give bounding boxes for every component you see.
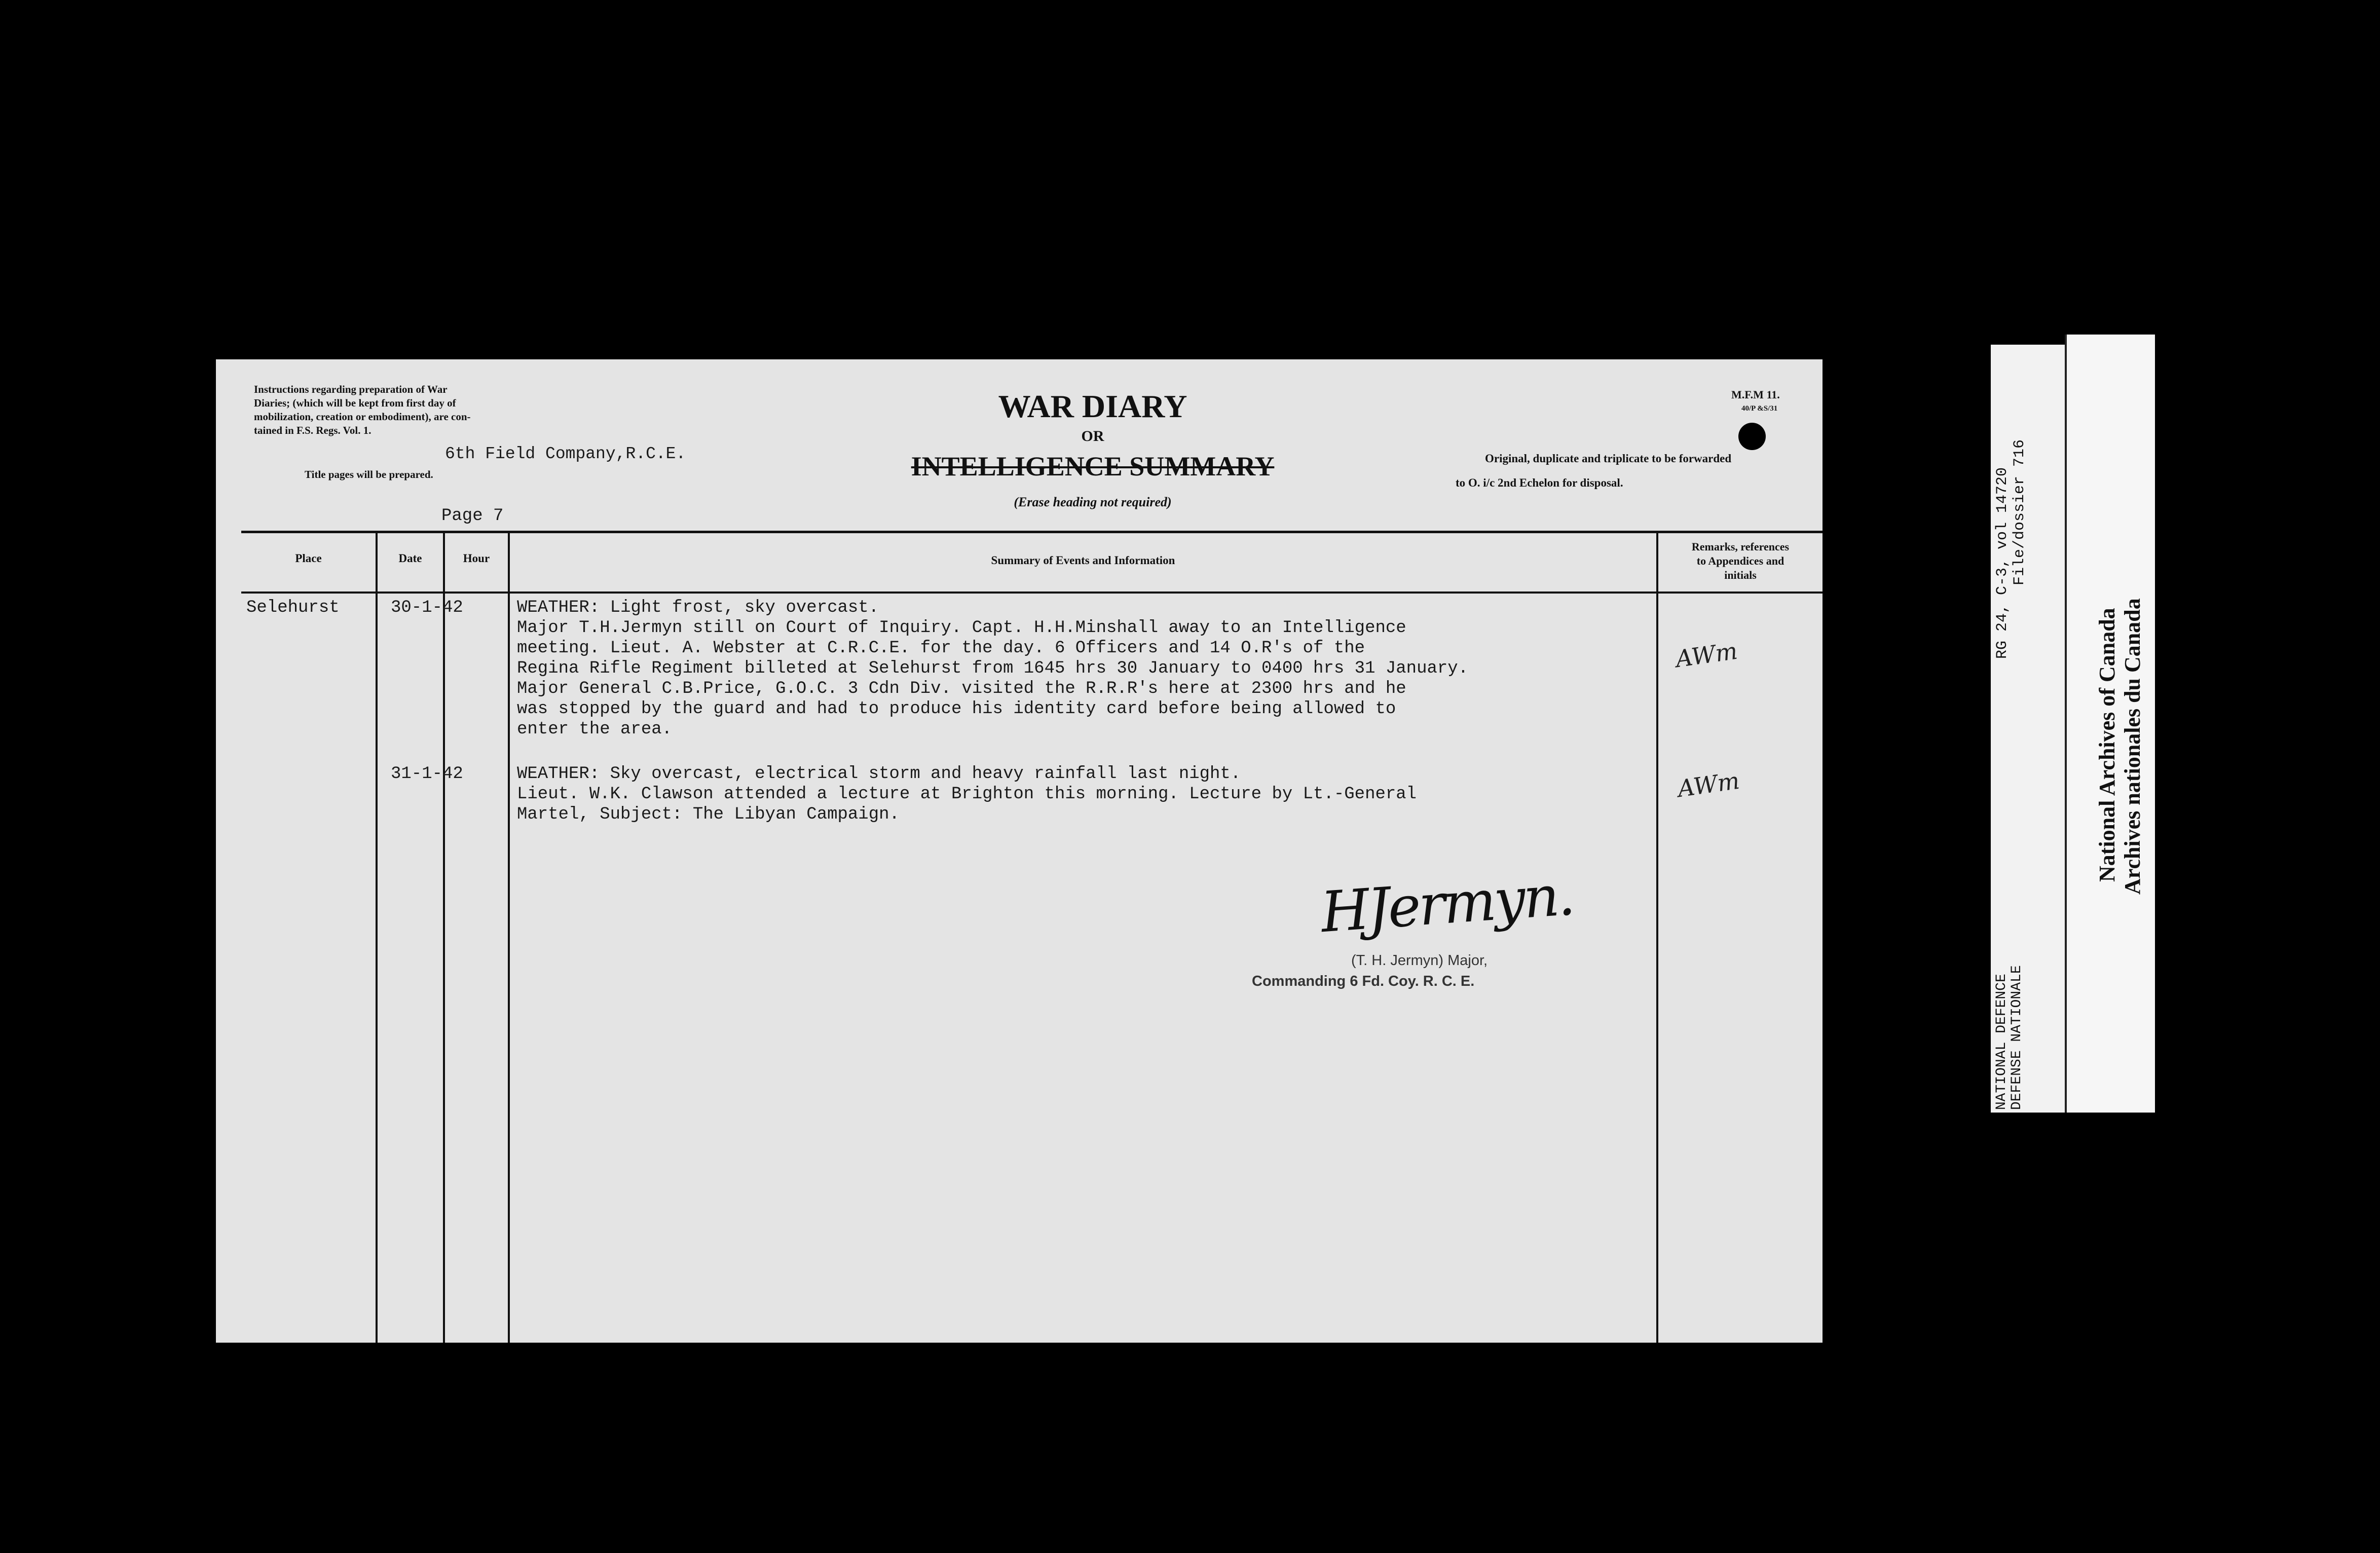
summary-line: WEATHER: Sky overcast, electrical storm and heavy rainfall last night.: [517, 764, 1241, 784]
form-number-sub: 40/P &S/31: [1741, 404, 1778, 413]
form-title: WAR DIARY: [998, 388, 1187, 424]
header-date: Date: [398, 552, 422, 565]
archive-name-en: National Archives of Canada: [2095, 608, 2119, 882]
forward-note: to O. i/c 2nd Echelon for disposal.: [1456, 476, 1623, 489]
summary-line: was stopped by the guard and had to produce his identity card before being allowed to: [517, 699, 1396, 719]
table-top-rule: [241, 531, 1823, 533]
row-initials: AWm: [1674, 637, 1739, 673]
instructions-line: Instructions regarding preparation of War: [254, 383, 448, 395]
summary-line: Regina Rifle Regiment billeted at Selehurst from 1645 hrs 30 January to 0400 hrs 31 January.: [517, 659, 1469, 678]
strip-reference: File/dossier 716: [2011, 439, 2028, 585]
header-remarks: [1658, 540, 1823, 582]
archive-reference-strip: [1991, 345, 2065, 1113]
header-place: Place: [295, 552, 322, 565]
unit-name: 6th Field Company,R.C.E.: [445, 445, 686, 463]
form-subtitle-struck: INTELLIGENCE SUMMARY: [911, 451, 1275, 482]
strip-label: DEFENSE NATIONALE: [2009, 965, 2025, 1110]
archive-stamp-strip: [2065, 335, 2155, 1113]
summary-line: Major T.H.Jermyn still on Court of Inquiry. Capt. H.H.Minshall away to an Intelligence: [517, 618, 1406, 638]
table-header-rule: [241, 591, 1823, 594]
column-rule-date: [443, 531, 445, 1343]
column-rule-hour: [508, 531, 510, 1343]
summary-line: enter the area.: [517, 720, 673, 739]
row-initials: AWm: [1676, 766, 1741, 803]
instructions-block: [254, 383, 609, 437]
row-place: Selehurst: [246, 598, 340, 617]
signature-name: (T. H. Jermyn) Major,: [1351, 952, 1488, 969]
summary-line: WEATHER: Light frost, sky overcast.: [517, 598, 879, 617]
summary-line: meeting. Lieut. A. Webster at C.R.C.E. for the day. 6 Officers and 14 O.R's of the: [517, 639, 1365, 658]
row-date: 31-1-42: [391, 764, 463, 784]
instructions-line: tained in F.S. Regs. Vol. 1.: [254, 424, 371, 436]
archive-name-fr: Archives nationales du Canada: [2120, 598, 2145, 895]
signature-role: Commanding 6 Fd. Coy. R. C. E.: [1252, 973, 1475, 989]
instructions-line: Diaries; (which will be kept from first day of: [254, 397, 456, 409]
war-diary-page: [216, 359, 1823, 1343]
header-summary: Summary of Events and Information: [991, 554, 1175, 567]
column-rule-summary: [1656, 531, 1658, 1343]
header-remarks-line: initials: [1724, 569, 1757, 581]
summary-line: Major General C.B.Price, G.O.C. 3 Cdn Div. visited the R.R.R's here at 2300 hrs and he: [517, 679, 1406, 698]
row-summary: [517, 598, 1468, 739]
form-number: M.F.M 11.: [1731, 388, 1780, 401]
instructions-line: mobilization, creation or embodiment), are con-: [254, 411, 471, 423]
column-rule-place: [376, 531, 378, 1343]
header-remarks-line: Remarks, references: [1691, 540, 1790, 553]
title-pages-note: Title pages will be prepared.: [305, 468, 433, 480]
erase-note: (Erase heading not required): [1014, 495, 1172, 509]
summary-line: Martel, Subject: The Libyan Campaign.: [517, 805, 900, 824]
row-date: 30-1-42: [391, 598, 463, 617]
header-remarks-line: to Appendices and: [1696, 554, 1784, 567]
row-summary: [517, 764, 1417, 825]
summary-line: Lieut. W.K. Clawson attended a lecture at Brighton this morning. Lecture by Lt.-General: [517, 785, 1417, 804]
punch-hole: [1738, 423, 1766, 450]
page-number: Page 7: [441, 506, 504, 526]
handwritten-signature: HJermyn.: [1319, 862, 1575, 945]
forward-note: Original, duplicate and triplicate to be forwarded: [1485, 452, 1732, 465]
header-hour: Hour: [463, 552, 490, 565]
strip-label: NATIONAL DEFENCE: [1994, 974, 2010, 1110]
form-or: OR: [1081, 428, 1104, 445]
table-row: [246, 598, 340, 618]
strip-reference: RG 24, C-3, vol 14720: [1994, 467, 2011, 659]
